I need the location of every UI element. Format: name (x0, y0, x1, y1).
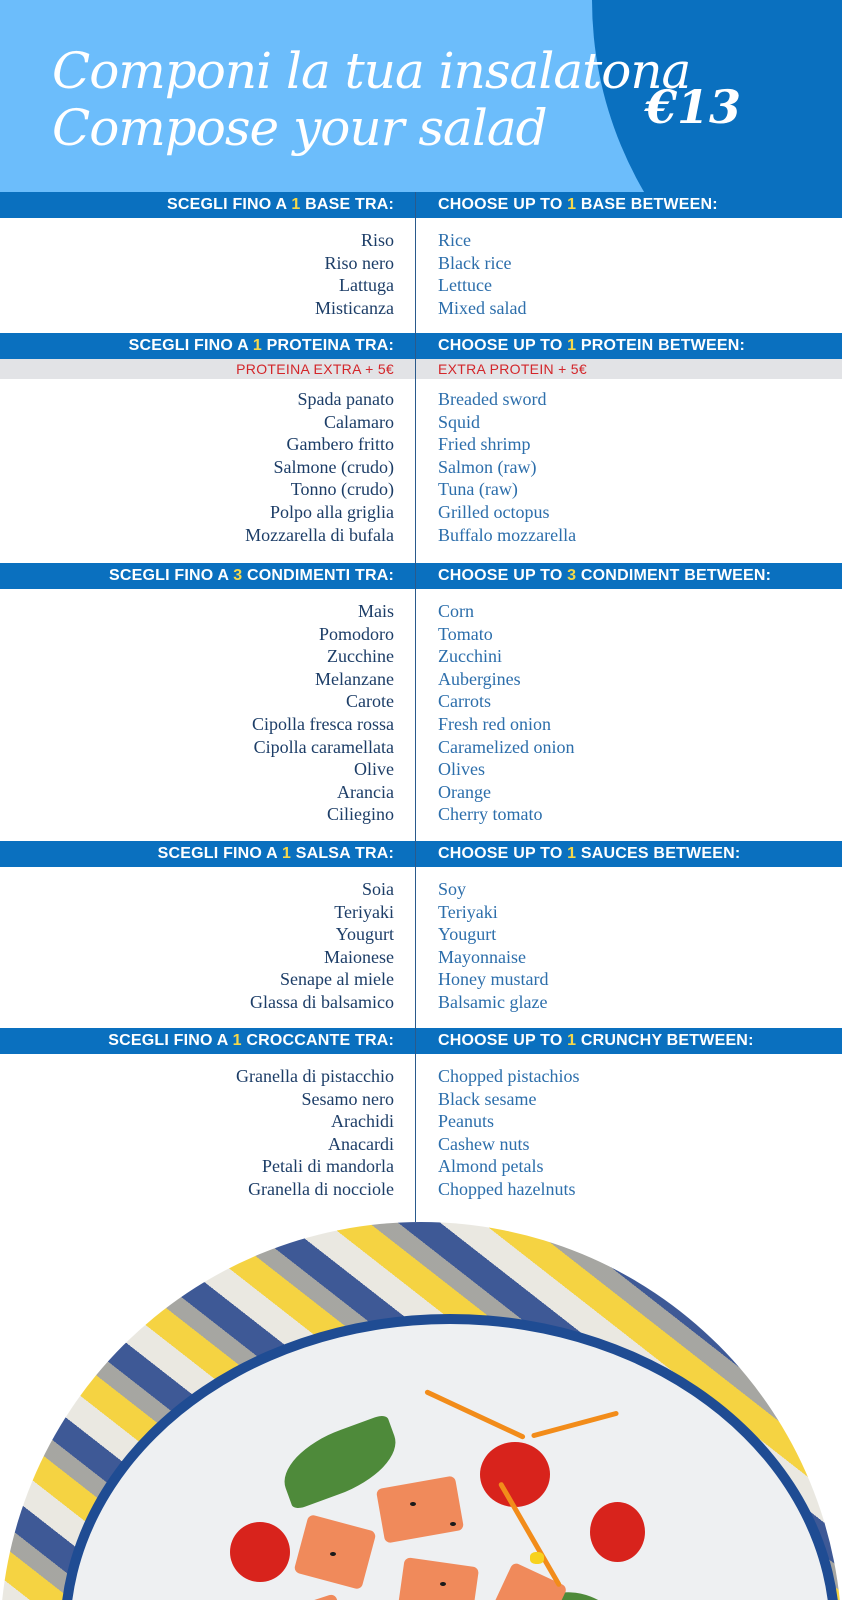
choice-count: 3 (567, 567, 577, 584)
menu-item-english: Corn (438, 601, 474, 621)
section-header (0, 1028, 842, 1054)
menu-item-italian: Teriyaki (334, 901, 394, 922)
menu-item-italian: Cipolla caramellata (253, 736, 394, 757)
section-title-english (438, 567, 771, 585)
section-header (0, 563, 842, 589)
item-list (0, 229, 842, 319)
menu-item-english: Teriyaki (438, 901, 498, 922)
section-title-text: SCEGLI FINO A (128, 337, 253, 354)
item-list (0, 878, 842, 1014)
section-title-text: CRUNCHY BETWEEN: (576, 1032, 754, 1049)
menu-item-english: Cashew nuts (438, 1133, 530, 1154)
choice-count: 3 (233, 567, 243, 584)
section-title-english (438, 845, 740, 863)
section-title-text: PROTEIN BETWEEN: (576, 337, 746, 354)
price-label: €13 (645, 80, 742, 134)
salad-photo (0, 1222, 842, 1600)
choice-count: 1 (567, 845, 577, 862)
menu-item-italian: Mozzarella di bufala (245, 524, 394, 545)
menu-item-italian: Yougurt (335, 924, 394, 945)
section-title-text: SCEGLI FINO A (108, 1032, 233, 1049)
menu-item-italian: Melanzane (315, 668, 394, 689)
menu-header (0, 0, 842, 192)
menu-item-row (0, 600, 842, 623)
menu-item-english: Salmon (raw) (438, 456, 537, 477)
menu-item-english: Balsamic glaze (438, 991, 548, 1012)
choice-count: 1 (567, 196, 577, 213)
menu-item-row (0, 758, 842, 781)
title-english: Compose your salad (52, 99, 547, 157)
section-title-english (438, 337, 745, 355)
menu-item-row (0, 991, 842, 1014)
extra-note-english: EXTRA PROTEIN + 5€ (438, 361, 587, 377)
item-list (0, 600, 842, 826)
item-list (0, 388, 842, 546)
menu-item-row (0, 803, 842, 826)
menu-item-row (0, 524, 842, 547)
extra-protein-note (0, 359, 842, 379)
menu-item-italian: Ciliegino (327, 804, 394, 825)
menu-item-italian: Granella di nocciole (248, 1178, 394, 1199)
menu-item-english: Zucchini (438, 646, 502, 667)
section-title-text: CHOOSE UP TO (438, 567, 568, 584)
item-list (0, 1065, 842, 1201)
menu-item-english: Honey mustard (438, 969, 549, 990)
menu-item-italian: Calamaro (324, 411, 394, 432)
menu-item-row (0, 388, 842, 411)
section-title-italian (167, 196, 394, 214)
extra-note-italian: PROTEINA EXTRA + 5€ (236, 361, 394, 377)
menu-item-english: Black sesame (438, 1088, 537, 1109)
menu-item-english: Olives (438, 759, 485, 780)
menu-item-italian: Tonno (crudo) (290, 479, 394, 500)
section-title-text: CONDIMENT BETWEEN: (576, 567, 772, 584)
salad-illustration (200, 1392, 680, 1600)
section-title-text: SCEGLI FINO A (108, 567, 234, 584)
menu-item-english: Fried shrimp (438, 434, 531, 455)
menu-item-english: Grilled octopus (438, 501, 550, 522)
choice-count: 1 (281, 845, 292, 862)
section-title-english (438, 196, 718, 214)
section-title-text: CONDIMENTI TRA: (242, 567, 394, 584)
menu-item-row (0, 690, 842, 713)
menu-item-row (0, 411, 842, 434)
menu-item-italian: Petali di mandorla (262, 1156, 394, 1177)
menu-item-row (0, 501, 842, 524)
decorated-plate (0, 1222, 842, 1600)
menu-item-english: Carrots (438, 691, 491, 712)
section-header (0, 333, 842, 359)
section-title-italian (109, 567, 394, 585)
menu-item-italian: Salmone (crudo) (273, 456, 394, 477)
menu-item-italian: Maionese (324, 946, 394, 967)
menu-item-italian: Olive (354, 759, 394, 780)
section-title-text: CHOOSE UP TO (438, 196, 568, 213)
menu-item-italian: Granella di pistacchio (236, 1066, 394, 1086)
menu-item-english: Chopped pistachios (438, 1066, 580, 1086)
section-header (0, 841, 842, 867)
menu-item-english: Rice (438, 230, 471, 250)
menu-item-row (0, 229, 842, 252)
menu-item-row (0, 1155, 842, 1178)
menu-item-italian: Arancia (337, 781, 394, 802)
menu-item-english: Orange (438, 781, 491, 802)
menu-item-italian: Arachidi (331, 1111, 394, 1132)
section-title-text: SCEGLI FINO A (157, 845, 282, 862)
menu-item-row (0, 781, 842, 804)
menu-item-english: Peanuts (438, 1111, 494, 1132)
menu-item-italian: Riso nero (324, 252, 394, 273)
menu-item-italian: Glassa di balsamico (250, 991, 394, 1012)
menu-item-row (0, 252, 842, 275)
section-title-text: BASE TRA: (300, 196, 394, 213)
menu-item-italian: Mais (358, 601, 394, 621)
menu-item-row (0, 274, 842, 297)
menu-item-row (0, 297, 842, 320)
menu-item-italian: Polpo alla griglia (270, 501, 394, 522)
menu-item-italian: Spada panato (297, 389, 394, 409)
choice-count: 1 (567, 337, 577, 354)
menu-item-row (0, 878, 842, 901)
section-title-italian (129, 337, 394, 355)
menu-item-english: Black rice (438, 252, 512, 273)
menu-item-row (0, 645, 842, 668)
menu-item-row (0, 1133, 842, 1156)
menu-item-row (0, 456, 842, 479)
title-italian: Componi la tua insalatona (52, 42, 691, 100)
menu-item-english: Mixed salad (438, 297, 527, 318)
menu-item-italian: Riso (360, 230, 394, 250)
menu-item-italian: Anacardi (328, 1133, 394, 1154)
menu-item-row (0, 901, 842, 924)
menu-item-english: Tomato (438, 623, 493, 644)
choice-count: 1 (232, 1032, 242, 1049)
choice-count: 1 (291, 196, 301, 213)
menu-item-row (0, 623, 842, 646)
menu-item-italian: Gambero fritto (286, 434, 394, 455)
menu-item-row (0, 478, 842, 501)
menu-item-english: Almond petals (438, 1156, 544, 1177)
menu-item-row (0, 713, 842, 736)
section-title-english (438, 1032, 754, 1050)
section-title-text: SALSA TRA: (291, 845, 394, 862)
choice-count: 1 (567, 1032, 577, 1049)
menu-item-row (0, 1178, 842, 1201)
menu-item-english: Buffalo mozzarella (438, 524, 577, 545)
section-title-italian (108, 1032, 394, 1050)
menu-item-italian: Zucchine (327, 646, 394, 667)
menu-item-english: Tuna (raw) (438, 479, 518, 500)
section-title-text: CHOOSE UP TO (438, 337, 568, 354)
menu-item-english: Lettuce (438, 275, 492, 296)
menu-item-english: Aubergines (438, 668, 521, 689)
menu-item-italian: Misticanza (315, 297, 394, 318)
choice-count: 1 (252, 337, 263, 354)
column-divider (415, 192, 416, 1222)
menu-item-row (0, 433, 842, 456)
menu-item-italian: Sesamo nero (301, 1088, 394, 1109)
menu-item-row (0, 1088, 842, 1111)
menu-item-row (0, 946, 842, 969)
menu-item-italian: Soia (361, 879, 394, 899)
section-title-text: SAUCES BETWEEN: (576, 845, 741, 862)
menu-item-english: Caramelized onion (438, 736, 575, 757)
menu-item-italian: Pomodoro (318, 623, 394, 644)
section-title-italian (158, 845, 394, 863)
menu-item-english: Yougurt (438, 924, 497, 945)
menu-item-english: Soy (438, 879, 467, 899)
menu-body (0, 192, 842, 1222)
section-title-text: PROTEINA TRA: (262, 337, 394, 354)
menu-item-english: Chopped hazelnuts (438, 1178, 576, 1199)
menu-item-english: Breaded sword (438, 389, 547, 409)
menu-item-italian: Lattuga (339, 275, 394, 296)
menu-item-italian: Carote (346, 691, 394, 712)
menu-item-row (0, 1110, 842, 1133)
menu-item-row (0, 668, 842, 691)
menu-item-row (0, 1065, 842, 1088)
menu-item-italian: Senape al miele (280, 969, 394, 990)
section-title-text: CHOOSE UP TO (438, 1032, 568, 1049)
menu-item-english: Fresh red onion (438, 713, 551, 734)
section-header (0, 192, 842, 218)
menu-item-row (0, 923, 842, 946)
menu-item-english: Squid (438, 411, 481, 432)
section-title-text: SCEGLI FINO A (167, 196, 292, 213)
menu-item-row (0, 736, 842, 759)
menu-item-row (0, 968, 842, 991)
section-title-text: BASE BETWEEN: (576, 196, 718, 213)
section-title-text: CROCCANTE TRA: (241, 1032, 394, 1049)
menu-item-english: Mayonnaise (438, 946, 526, 967)
menu-item-italian: Cipolla fresca rossa (252, 713, 394, 734)
section-title-text: CHOOSE UP TO (438, 845, 568, 862)
menu-item-english: Cherry tomato (438, 804, 543, 825)
